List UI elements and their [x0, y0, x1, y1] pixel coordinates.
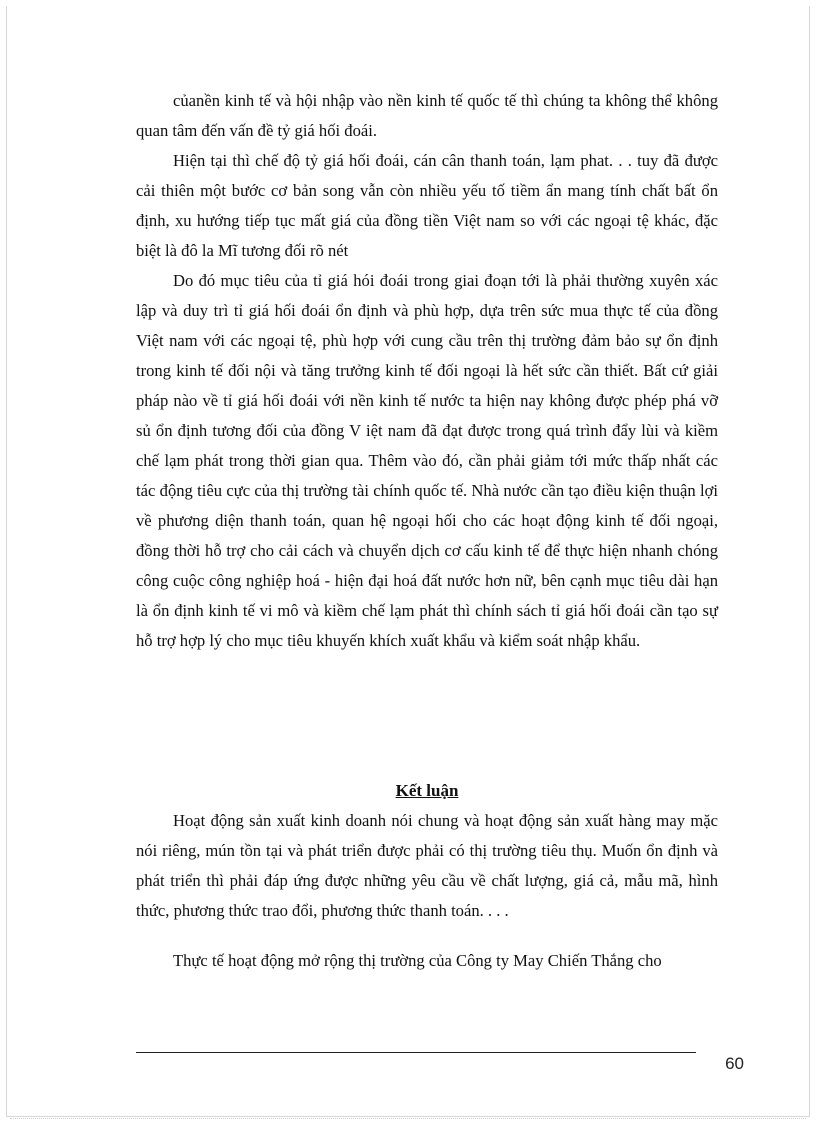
conclusion-paragraph-1: Hoạt động sản xuất kinh doanh nói chung và hoạt động sản xuất hàng may mặc nói riêng, mún tồn tại và phát triển được phải có thị trường tiêu thụ. Muốn ổn định và phát triển thì phải đáp ứng được những yêu cầu về chất lượng, giá cả, mẫu mã, hình thức, phương thức trao đổi, phương thức thanh toán. . . . [136, 811, 718, 920]
document-body [136, 86, 718, 976]
conclusion-heading: Kết luận [395, 781, 459, 800]
footer-rule [136, 1052, 696, 1053]
conclusion-paragraph-2: Thực tế hoạt động mở rộng thị trường của Công ty May Chiến Thắng cho [173, 951, 662, 970]
page-bottom-edge [10, 1118, 806, 1119]
paragraph-exchange-rate-goals: Do đó mục tiêu của tỉ giá hói đoái trong giai đoạn tới là phải thường xuyên xác lập và duy trì tỉ giá hối đoái ổn định và phù hợp, dựa trên sức mua thực tế của đồng Việt nam với các ngoại tệ, phù hợp với cung cầu trên thị trường đảm bảo sự ổn định trong kinh tế đối nội và tăng trưởng kinh tế đối ngoại là hết sức cần thiết. Bất cứ giải pháp nào về tỉ giá hối đoái với nền kinh tế nước ta hiện nay không được phép phá vỡ sủ ổn định tương đối của đồng V iệt nam đã đạt được trong quá trình đẩy lùi và kiềm chế lạm phát trong thời gian qua. Thêm vào đó, cần phải giảm tới mức thấp nhất các tác động tiêu cực của thị trường tài chính quốc tế. Nhà nước cần tạo điều kiện thuận lợi về phương diện thanh toán, quan hệ ngoại hối cho các hoạt động kinh tế đối ngoại, đồng thời hỗ trợ cho cải cách và chuyển dịch cơ cấu kinh tế để thực hiện nhanh chóng công cuộc công nghiệp hoá - hiện đại hoá đất nước hơn nữ, bên cạnh mục tiêu dài hạn là ổn định kinh tế vi mô và kiềm chế lạm phát thì chính sách tỉ giá hối đoái cần tạo sự hỗ trợ hợp lý cho mục tiêu khuyến khích xuất khẩu và kiểm soát nhập khẩu. [136, 271, 718, 650]
section-spacer [136, 656, 718, 776]
paragraph-exchange-rate-intro: củanền kinh tế và hội nhập vào nền kinh tế quốc tế thì chúng ta không thể không quan tâm đến vấn đề tỷ giá hối đoái. [136, 91, 718, 140]
paragraph-current-situation: Hiện tại thì chế độ tỷ giá hối đoái, cán cân thanh toán, lạm phat. . . tuy đã được cải thiên một bước cơ bản song vẫn còn nhiều yếu tố tiềm ẩn mang tính chất bất ổn định, xu hướng tiếp tục mất giá của đồng tiền Việt nam so với các ngoại tệ khác, đặc biệt là đô la Mĩ tương đối rõ nét [136, 151, 718, 260]
page-number: 60 [725, 1054, 744, 1073]
paragraph-spacer [136, 926, 718, 946]
